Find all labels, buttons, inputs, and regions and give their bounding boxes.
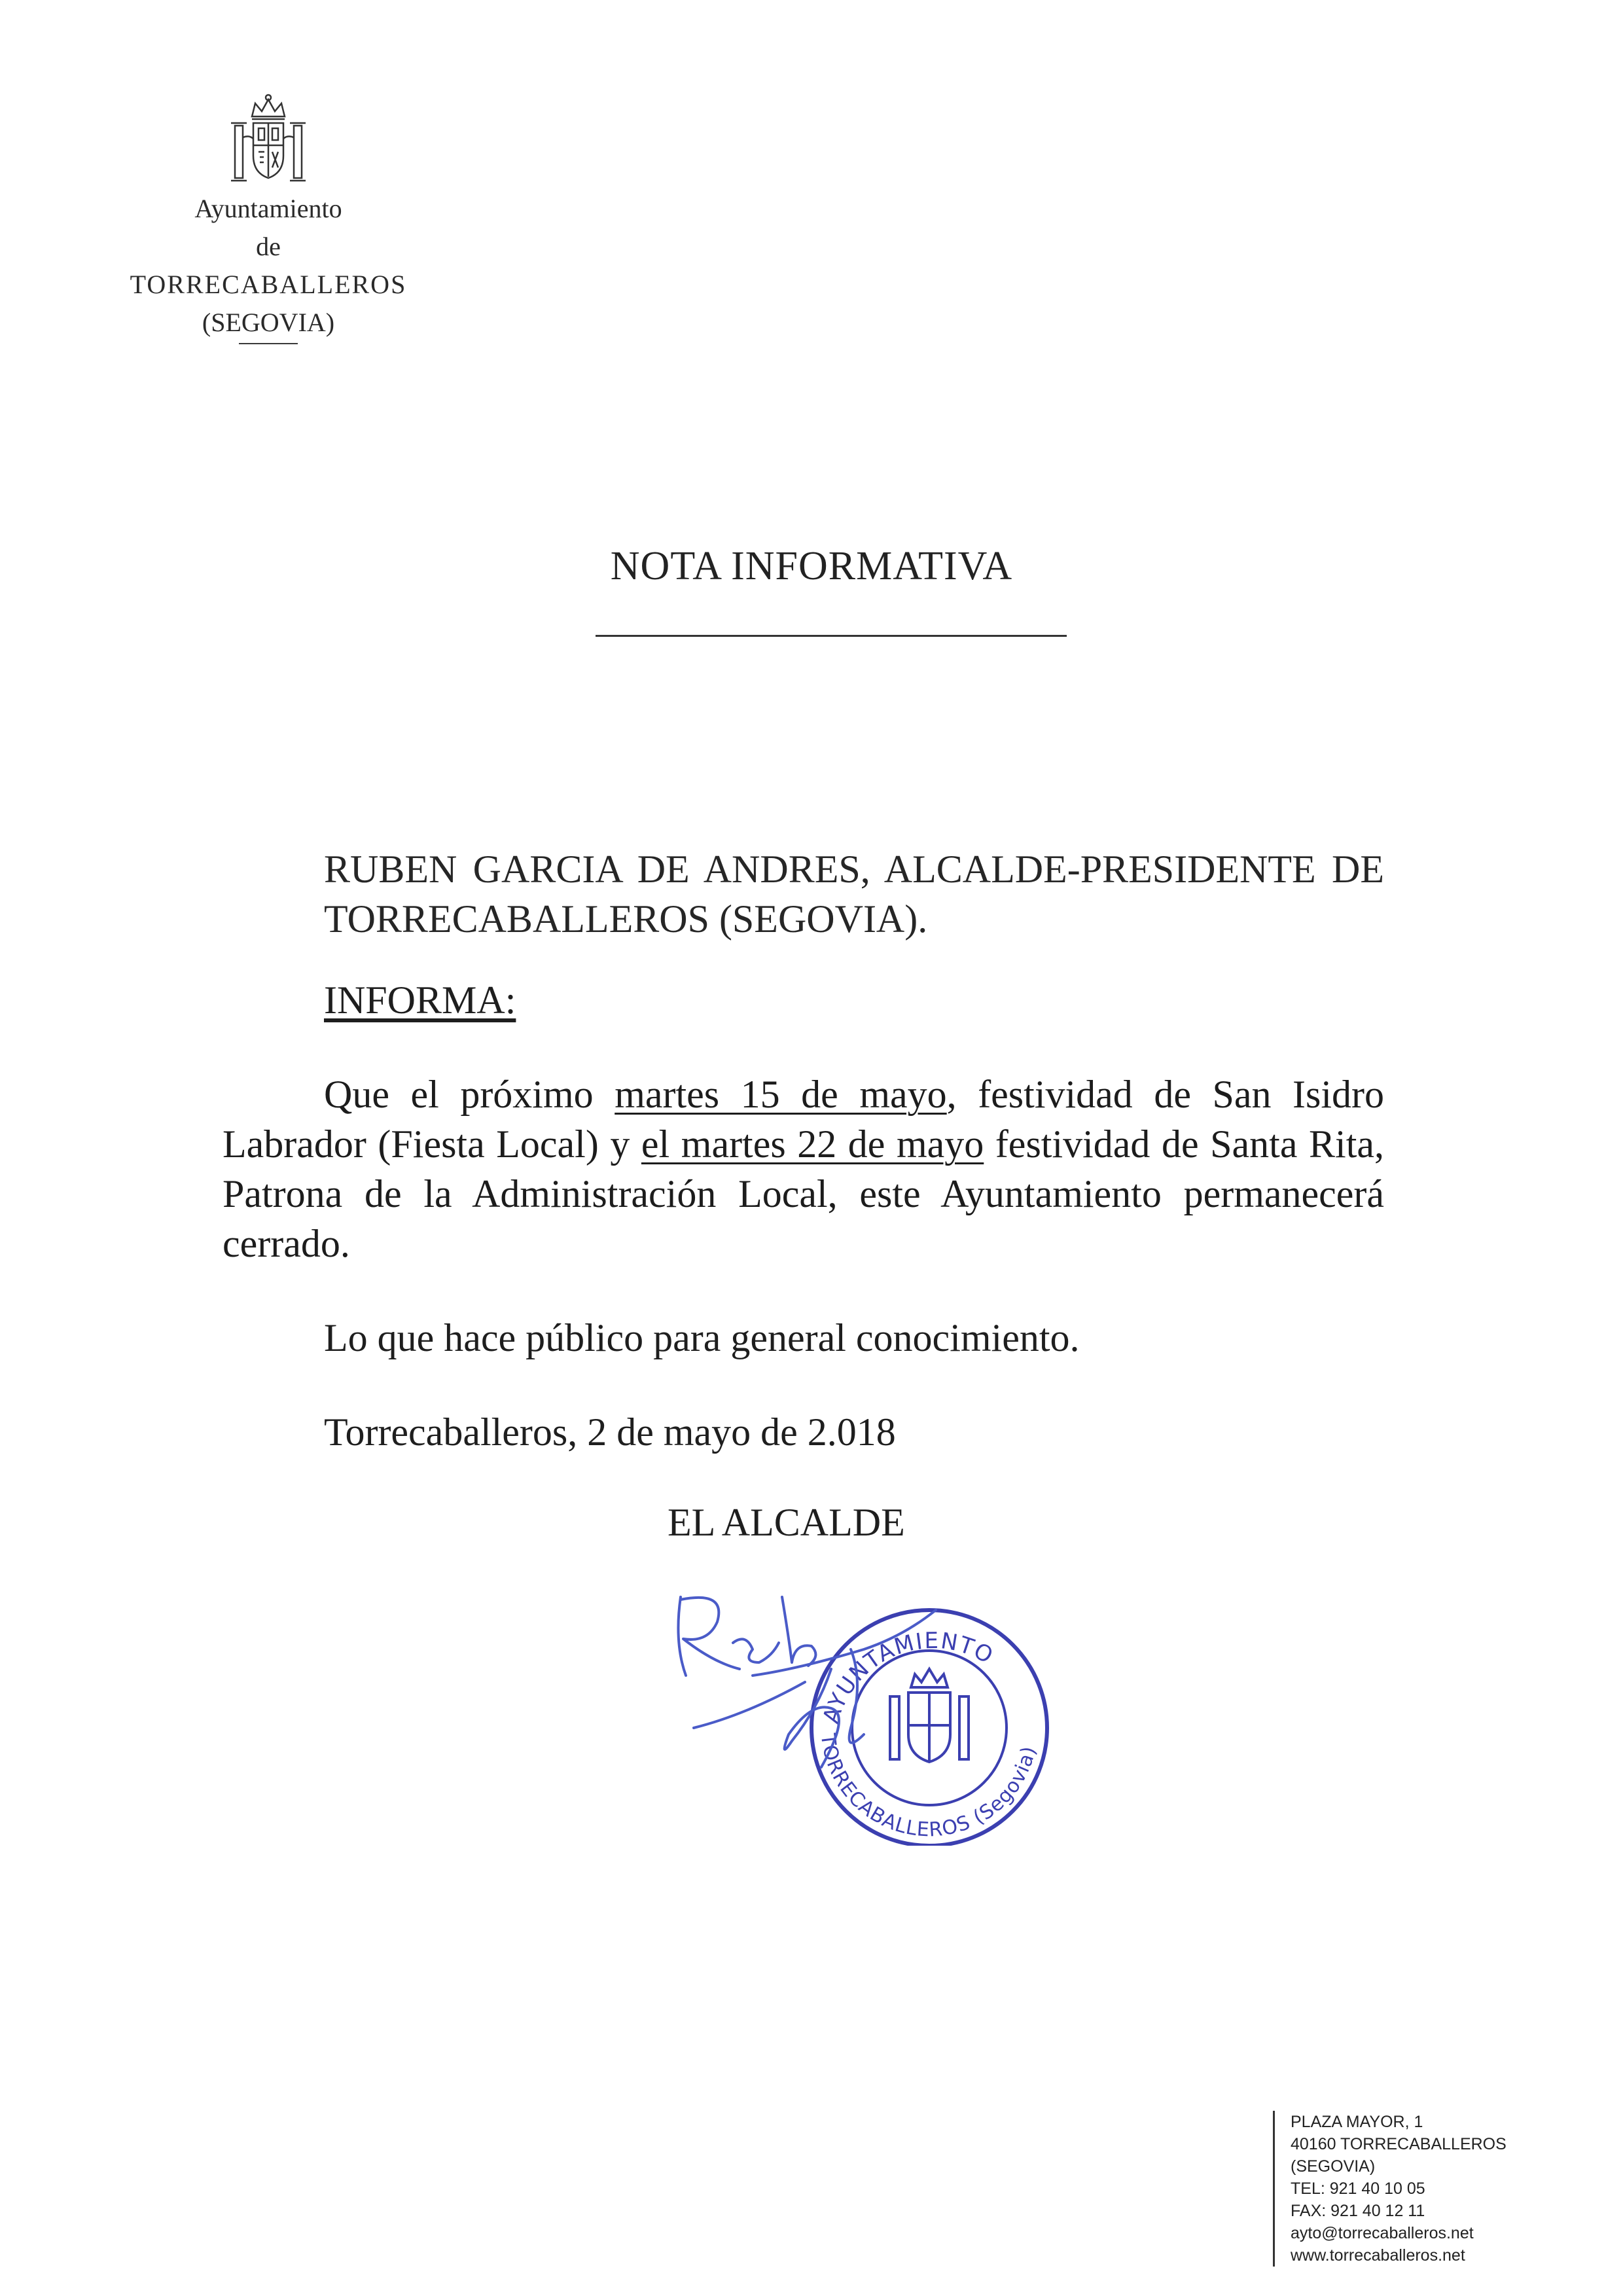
mayor-signature: [678, 1597, 936, 1767]
letterhead: [79, 92, 458, 344]
letterhead-de: de: [256, 232, 281, 261]
announcement-paragraph: [223, 1069, 1384, 1268]
signatory-title: EL ALCALDE: [668, 1501, 905, 1544]
letterhead-rule: [239, 343, 298, 344]
footer-address: PLAZA MAYOR, 1: [1291, 2113, 1423, 2131]
official-stamp: [812, 1610, 1047, 1846]
footer-postcode: 40160 TORRECABALLEROS: [1291, 2135, 1507, 2153]
document-body: [223, 844, 1384, 1547]
footer-province: (SEGOVIA): [1291, 2157, 1376, 2176]
letterhead-ayuntamiento: Ayuntamiento: [194, 194, 342, 223]
signature-and-stamp: [654, 1571, 1113, 1846]
page-title: NOTA INFORMATIVA: [610, 544, 1013, 588]
stamp-bottom-text: TORRECABALLEROS (Segovia): [815, 1732, 1041, 1842]
informa-label: INFORMA:: [324, 978, 516, 1022]
footer-fax: FAX: 921 40 12 11: [1291, 2202, 1425, 2220]
stamp-crest-icon: [890, 1669, 969, 1762]
footer-website-link[interactable]: www.torrecaballeros.net: [1291, 2246, 1465, 2265]
paragraph-text-1: Que el próximo: [324, 1073, 594, 1116]
title-underline: [596, 635, 1067, 637]
letterhead-province: (SEGOVIA): [202, 308, 335, 337]
date-first-underlined: martes 15 de mayo: [615, 1073, 947, 1116]
coat-of-arms-icon: [226, 92, 311, 190]
paragraph-text-3: festividad de Santa Rita, Patrona de la Administración Local, este Ayuntamiento permanecerá cerrado.: [223, 1122, 1384, 1265]
date-line: Torrecaballeros, 2 de mayo de 2.018: [324, 1410, 896, 1454]
footer-email-link[interactable]: ayto@torrecaballeros.net: [1291, 2224, 1474, 2242]
footer-contact: [1273, 2111, 1507, 2267]
letterhead-town: TORRECABALLEROS: [130, 270, 407, 299]
footer-phone: TEL: 921 40 10 05: [1291, 2179, 1425, 2198]
closing-line: Lo que hace público para general conocimiento.: [324, 1316, 1080, 1359]
stamp-top-text: AYUNTAMIENTO: [817, 1627, 999, 1727]
date-second-underlined: el martes 22 de mayo: [641, 1122, 984, 1166]
heading-mayor: RUBEN GARCIA DE ANDRES, ALCALDE-PRESIDENTE DE TORRECABALLEROS (SEGOVIA).: [324, 848, 1384, 941]
paragraph-text-2: , festividad de San Isidro Labrador (Fiesta Local) y: [223, 1073, 1384, 1166]
